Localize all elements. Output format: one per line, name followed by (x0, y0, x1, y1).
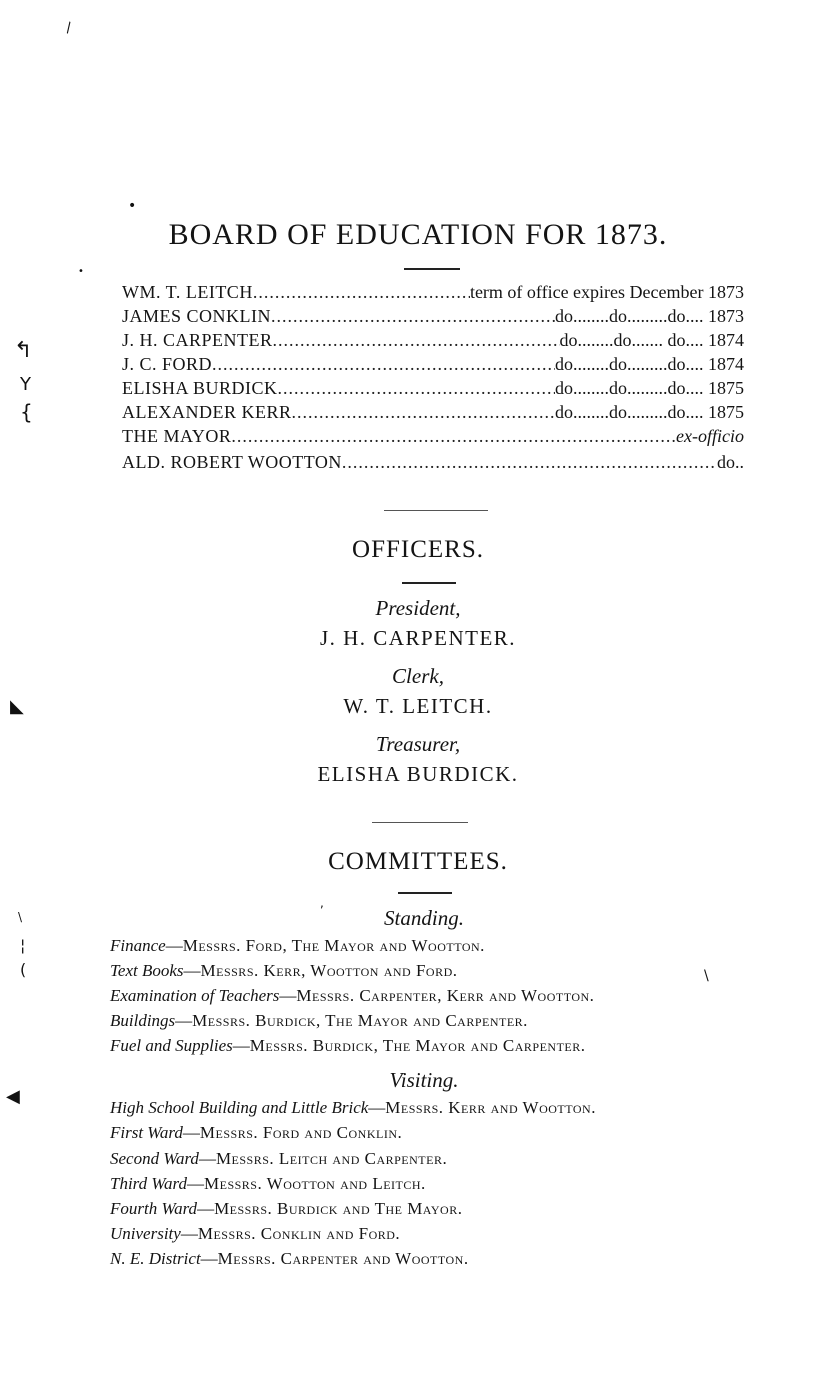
dash: — (165, 936, 183, 955)
member-name: THE MAYOR (122, 426, 232, 446)
visiting-committee (110, 1224, 770, 1244)
dash: — (279, 986, 297, 1005)
member-term: ex-officio (676, 426, 744, 446)
committee-members: Messrs. Ford and Conklin. (199, 1123, 403, 1142)
leader-dots (253, 282, 470, 303)
board-member-row (122, 378, 744, 399)
committee-members: Messrs. Kerr and Wootton. (385, 1098, 596, 1117)
committees-heading: COMMITTEES. (328, 848, 508, 875)
dash: — (368, 1098, 386, 1117)
committee-members: Messrs. Burdick, The Mayor and Carpenter. (249, 1036, 586, 1055)
dash: — (197, 1199, 215, 1218)
standing-committee (110, 1036, 770, 1056)
member-name: ELISHA BURDICK (122, 378, 278, 398)
leader-dots (212, 354, 555, 375)
committee-members: Messrs. Kerr, Wootton and Ford. (200, 961, 458, 980)
officer-role: President, (375, 596, 461, 620)
member-name: JAMES CONKLIN (122, 306, 272, 326)
scan-mark: { (20, 400, 33, 424)
leader-dots (231, 426, 676, 447)
board-member-row (122, 426, 744, 447)
member-term: term of office expires December 1873 (469, 282, 744, 302)
board-member-row (122, 354, 744, 375)
scan-mark: Y (20, 374, 31, 395)
title-rule (404, 268, 460, 270)
member-term: do........do....... do.... 1874 (559, 330, 744, 350)
officer-name: ELISHA BURDICK. (317, 762, 519, 786)
board-member-row (122, 282, 744, 303)
committee-members: Messrs. Carpenter, Kerr and Wootton. (296, 986, 595, 1005)
scan-mark: \ (18, 910, 23, 924)
scan-mark: ( (20, 960, 27, 979)
scan-mark: ◣ (10, 696, 24, 717)
leader-dots (292, 402, 556, 423)
section-divider (372, 822, 468, 823)
member-term: do........do.........do.... 1874 (555, 354, 744, 374)
scan-mark: ↰ (14, 338, 33, 363)
dash: — (175, 1011, 193, 1030)
board-member-row (122, 306, 744, 327)
committee-name: Third Ward (110, 1174, 187, 1193)
committee-name: Second Ward (110, 1149, 199, 1168)
committee-name: N. E. District (110, 1249, 201, 1268)
committee-members: Messrs. Carpenter and Wootton. (217, 1249, 469, 1268)
board-member-row (122, 330, 744, 351)
officers-heading: OFFICERS. (352, 536, 484, 563)
visiting-committee (110, 1123, 770, 1143)
committee-members: Messrs. Burdick, The Mayor and Carpenter. (192, 1011, 528, 1030)
dash: — (232, 1036, 250, 1055)
member-term: do........do.........do.... 1875 (555, 378, 744, 398)
committee-members: Messrs. Wootton and Leitch. (204, 1174, 426, 1193)
scan-mark: \ (704, 968, 709, 984)
committee-name: University (110, 1224, 181, 1243)
scan-mark: , (320, 896, 324, 910)
page-title: BOARD OF EDUCATION FOR 1873. (168, 218, 668, 251)
standing-subheading: Standing. (384, 906, 464, 930)
leader-dots (278, 378, 555, 399)
member-name: J. H. CARPENTER (122, 330, 273, 350)
standing-committee (110, 986, 770, 1006)
scan-mark: ¦ (20, 936, 26, 955)
leader-dots (342, 452, 717, 473)
standing-committee (110, 961, 770, 981)
dash: — (187, 1174, 204, 1193)
scan-mark: • (128, 198, 137, 214)
scan-mark: ◀ (6, 1086, 20, 1107)
member-name: ALD. ROBERT WOOTTON (122, 452, 342, 472)
committee-name: Text Books (110, 961, 184, 980)
committee-name: Fuel and Supplies (110, 1036, 233, 1055)
board-member-row (122, 402, 744, 423)
standing-committee (110, 936, 770, 956)
visiting-committee (110, 1249, 770, 1269)
committee-name: Buildings (110, 1011, 176, 1030)
scan-mark: \ (62, 19, 75, 37)
member-name: ALEXANDER KERR (122, 402, 292, 422)
officer-name: W. T. LEITCH. (343, 694, 493, 718)
dash: — (182, 1123, 200, 1142)
board-member-row (122, 452, 744, 473)
visiting-committee (110, 1149, 770, 1169)
member-term: do.. (717, 452, 744, 472)
committee-members: Messrs. Leitch and Carpenter. (215, 1149, 448, 1168)
member-term: do........do.........do.... 1873 (555, 306, 744, 326)
committee-name: First Ward (110, 1123, 183, 1142)
dash: — (183, 961, 201, 980)
committee-name: High School Building and Little Brick (110, 1098, 369, 1117)
committee-name: Finance (110, 936, 166, 955)
leader-dots (273, 330, 560, 351)
dash: — (198, 1149, 216, 1168)
officer-role: Treasurer, (375, 732, 461, 756)
committee-members: Messrs. Ford, The Mayor and Wootton. (182, 936, 485, 955)
committee-members: Messrs. Burdick and The Mayor. (214, 1199, 463, 1218)
officer-name: J. H. CARPENTER. (319, 626, 517, 650)
visiting-committee (110, 1098, 770, 1118)
member-name: J. C. FORD (122, 354, 213, 374)
member-name: WM. T. LEITCH (122, 282, 253, 302)
dash: — (200, 1249, 218, 1268)
committee-name: Fourth Ward (110, 1199, 198, 1218)
leader-dots (271, 306, 555, 327)
committees-rule (398, 892, 452, 894)
officers-rule (402, 582, 456, 584)
scan-mark: • (78, 266, 84, 277)
member-term: do........do.........do.... 1875 (555, 402, 744, 422)
visiting-subheading: Visiting. (389, 1068, 459, 1092)
visiting-committee (110, 1199, 770, 1219)
dash: — (180, 1224, 198, 1243)
visiting-committee (110, 1174, 770, 1194)
section-divider (384, 510, 488, 511)
committee-name: Examination of Teachers (110, 986, 280, 1005)
standing-committee (110, 1011, 770, 1031)
committee-members: Messrs. Conklin and Ford. (197, 1224, 401, 1243)
officer-role: Clerk, (392, 664, 444, 688)
